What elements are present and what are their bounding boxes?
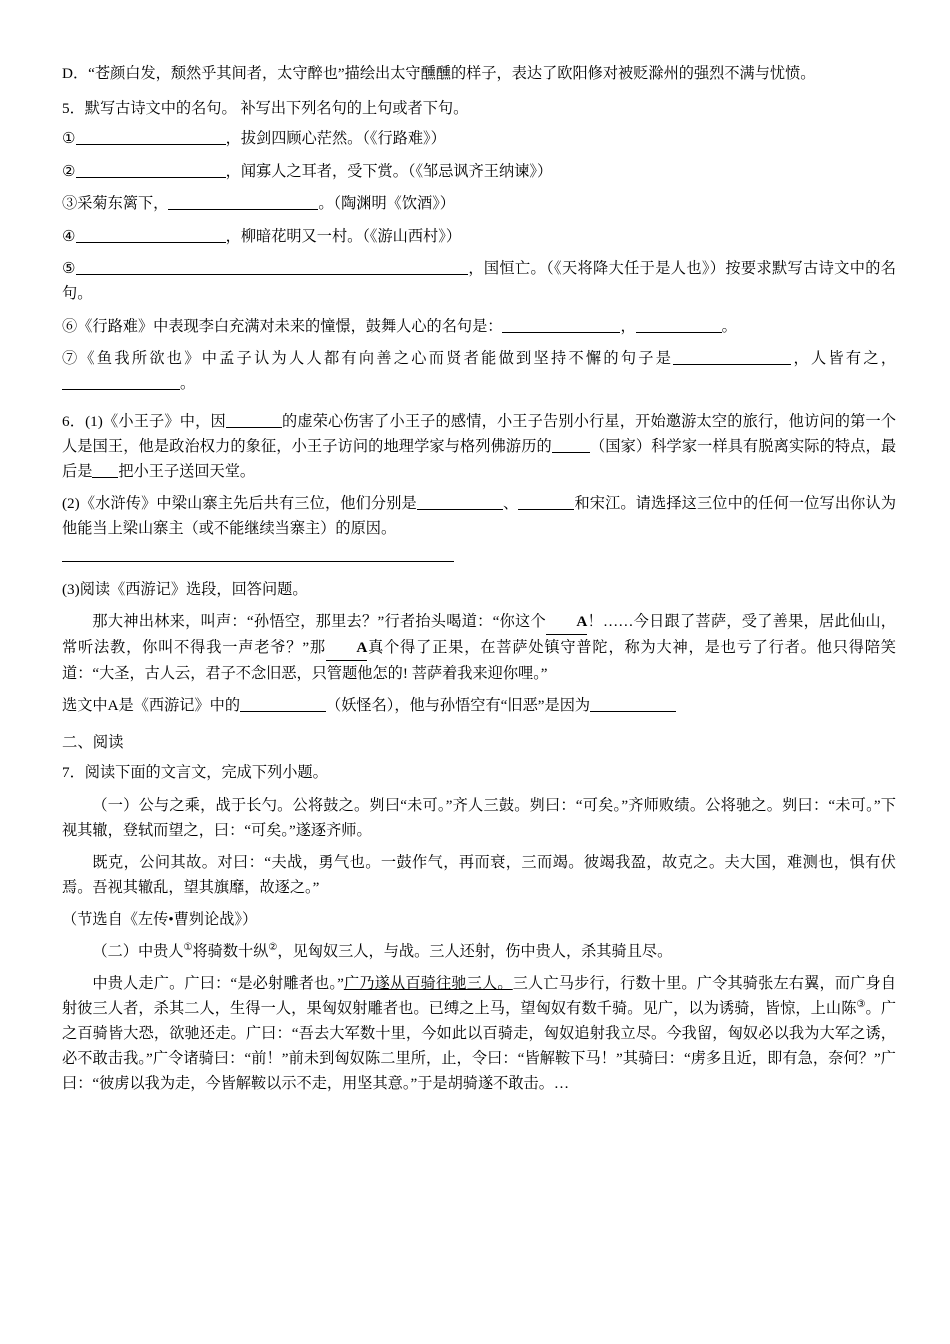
blank-answer-A-2[interactable]: A — [326, 635, 367, 661]
fill-blank[interactable] — [502, 317, 620, 333]
answer-write-line[interactable] — [62, 548, 896, 573]
q7-passage2-para1 — [62, 939, 896, 964]
q5-item-7-text-a: ⑦《鱼我所欲也》中孟子认为人人都有向善之心而贤者能做到坚持不懈的句子是 — [62, 350, 674, 368]
q7-passage1-source: （节选自《左传•曹刿论战》） — [62, 910, 258, 928]
fill-blank[interactable] — [76, 129, 226, 145]
excerpt-text-a: 那大神出林来，叫声：“孙悟空，那里去？”行者抬头喝道：“你这个 — [92, 613, 546, 631]
question-7-heading: 7．阅读下面的文言文，完成下列小题。 — [62, 764, 328, 782]
q5-item-4-num: ④ — [62, 227, 76, 245]
q5-item-3 — [62, 192, 896, 217]
q5-item-3-text: 。（陶渊明《饮酒》） — [318, 195, 455, 213]
fill-blank[interactable] — [168, 194, 318, 210]
p2b-text-b: 三人亡马步行，行数十里。广令其骑张左右翼，而广身自射彼三人者，杀其二人，生得一人，果匈奴射雕者也。已缚之上马，望匈奴有数千骑。见广，以为诱骑，皆惊，上山陈 — [62, 974, 897, 1018]
q7-passage1-para1: （一）公与之乘，战于长勺。公将鼓之。刿曰“未可。”齐人三鼓。刿曰：“可矣。”齐师败绩。公将驰之。刿曰：“未可。”下视其辙，登轼而望之，曰：“可矣。”遂逐齐师。 — [62, 796, 896, 839]
q6-1-text-d: 把小王子送回天堂。 — [118, 462, 256, 480]
p2b-text-a: 中贵人走广。广曰：“是必射雕者也。” — [92, 974, 344, 992]
blank-answer-A[interactable]: A — [546, 609, 587, 635]
q6-3-q-text-b: （妖怪名），他与孙悟空有“旧恶”是因为 — [326, 697, 591, 715]
q5-item-2 — [62, 160, 896, 185]
q5-item-7-text-b: ，人皆有之， — [791, 350, 897, 368]
q5-item-4 — [62, 225, 896, 250]
question-6-part2 — [62, 491, 896, 541]
footnote-marker-1: ① — [183, 941, 193, 953]
q5-item-1 — [62, 127, 896, 152]
q6-2-text-b: 、 — [502, 494, 519, 512]
fill-blank[interactable] — [240, 696, 326, 712]
underlined-sentence: 广乃遂从百骑往驰三人。 — [343, 974, 513, 992]
footnote-marker-2: ② — [268, 941, 278, 953]
q6-1-text-c: （国家）科学家一样具有脱离实际的特点，最后是 — [62, 437, 897, 480]
q7-passage2-para2 — [62, 971, 896, 1096]
xiyouji-excerpt — [62, 609, 896, 686]
fill-blank[interactable] — [552, 436, 590, 452]
q6-1-text-a: 6．(1)《小王子》中，因 — [62, 412, 226, 430]
p2-text-a: （二）中贵人 — [92, 942, 184, 960]
p2-text-c: ，见匈奴三人，与战。三人还射，伤中贵人，杀其骑且尽。 — [277, 942, 673, 960]
question-6-part3-heading: (3)阅读《西游记》选段，回答问题。 — [62, 581, 308, 599]
q5-item-5 — [62, 257, 896, 306]
q5-item-7 — [62, 347, 896, 396]
q7-passage1-para2: 既克，公问其故。对曰：“夫战，勇气也。一鼓作气，再而衰，三而竭。彼竭我盈，故克之。夫大国，难测也，惧有伏焉。吾视其辙乱，望其旗靡，故逐之。” — [62, 853, 896, 896]
q5-item-3-pre: 采菊东篱下， — [77, 195, 169, 213]
q5-item-2-num: ② — [62, 162, 76, 180]
q5-item-2-text: ，闻寡人之耳者，受下赏。（《邹忌讽齐王纳谏》） — [225, 162, 553, 180]
question-5-heading: 5．默写古诗文中的名句。 补写出下列名句的上句或者下句。 — [62, 99, 469, 117]
fill-blank[interactable] — [76, 259, 468, 275]
fill-blank[interactable] — [226, 411, 282, 427]
q5-item-5-text: ，国恒亡。（《天将降大任于是人也》）按要求默写古诗文中的名句。 — [62, 260, 896, 303]
q5-item-1-text: ，拔剑四顾心茫然。（《行路难》） — [225, 129, 446, 147]
footnote-marker-3: ③ — [856, 998, 866, 1010]
q6-2-text-a: (2)《水浒传》中梁山寨主先后共有三位，他们分别是 — [62, 494, 417, 512]
q5-item-6-end: 。 — [721, 317, 737, 335]
fill-blank[interactable] — [636, 317, 722, 333]
fill-blank[interactable] — [76, 227, 226, 243]
fill-blank[interactable] — [76, 161, 226, 177]
p2-text-b: 将骑数十纵 — [192, 942, 269, 960]
fill-blank[interactable] — [417, 494, 503, 510]
q5-item-3-num: ③ — [62, 195, 78, 213]
q5-item-5-num: ⑤ — [62, 260, 76, 278]
section-heading-reading: 二、阅读 — [62, 734, 124, 752]
fill-blank[interactable] — [518, 494, 574, 510]
q5-item-6-text: ⑥《行路难》中表现李白充满对未来的憧憬，鼓舞人心的名句是： — [62, 317, 503, 335]
q6-2-text-c: 和宋江。请选择这三位中的任何一位写出你认为他能当上梁山寨主（或不能继续当寨主）的原因。 — [62, 494, 897, 537]
fill-blank[interactable] — [62, 374, 180, 390]
q5-item-7-text-c: 。 — [180, 374, 196, 392]
q5-item-1-num: ① — [62, 129, 76, 147]
q5-item-6: ⑥《行路难》中表现李白充满对未来的憧憬，鼓舞人心的名句是： ， 。 — [62, 317, 737, 335]
excerpt-text-c: 真个得了正果，在菩萨处镇守普陀，称为大神，是也亏了行者。他只得陪笑道：“大圣，古人云，君子不念旧恶，只管题他怎的! 菩萨着我来迎你哩。” — [62, 639, 896, 683]
question-6-part1 — [62, 409, 896, 484]
option-d-line: D．“苍颜白发，颓然乎其间者，太守醉也”描绘出太守醺醺的样子，表达了欧阳修对被贬滁州的强烈不满与忧愤。 — [62, 65, 816, 82]
q6-1-text-b: 的虚荣心伤害了小王子的感情，小王子告别小行星，开始邀游太空的旅行，他访问的第一个人是国王，他是政治权力的象征，小王子访问的地理学家与格列佛游历的 — [62, 412, 896, 455]
q5-item-4-text: ，柳暗花明又一村。（《游山西村》） — [225, 227, 462, 245]
q6-3-q-text-a: 选文中A是《西游记》中的 — [62, 697, 241, 715]
p2b-text-c: 。广之百骑皆大恐，欲驰还走。广曰：“吾去大军数十里，今如此以百骑走，匈奴追射我立尽。今我留，匈奴必以我为大军之诱，必不敢击我。”广令诸骑曰：“前！”前未到匈奴陈二里所，止，令曰：“皆解鞍下马！”其骑曰：“虏多且近，即有急，奈何？”广曰：“彼虏以我为走，今皆解鞍以示不走，用坚其意。”于是胡骑遂不敢击。… — [62, 1000, 897, 1093]
fill-blank[interactable] — [92, 462, 118, 478]
excerpt-text-b: ！……今日跟了菩萨，受了善果，居此仙山，常听法教，你叫不得我一声老爷？”那 — [62, 613, 896, 657]
question-6-part3-prompt — [62, 693, 896, 718]
fill-blank[interactable] — [673, 349, 791, 365]
fill-blank[interactable] — [590, 696, 676, 712]
answer-blank-line[interactable] — [62, 560, 454, 562]
